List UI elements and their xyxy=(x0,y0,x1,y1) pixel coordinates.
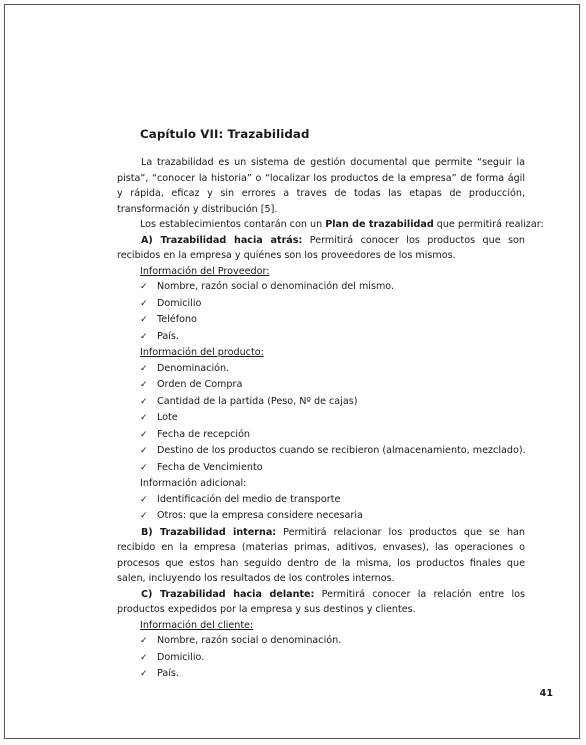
list-item-text: Destino de los productos cuando se recibieron (almacenamiento, mezclado). xyxy=(157,445,526,456)
adicional-label: Información adicional: xyxy=(140,478,247,489)
section-a xyxy=(117,233,525,264)
list-item xyxy=(140,460,525,477)
list-item xyxy=(140,279,525,296)
list-item xyxy=(140,377,525,394)
check-icon: ✓ xyxy=(140,315,148,325)
check-icon: ✓ xyxy=(140,298,148,309)
check-icon: ✓ xyxy=(140,446,148,456)
list-item-text: Identificación del medio de transporte xyxy=(157,493,341,505)
section-b xyxy=(117,525,525,587)
plan-sentence xyxy=(140,217,544,233)
list-item xyxy=(140,329,525,346)
list-item xyxy=(140,633,525,650)
section-a-heading: A) Trazabilidad hacia atrás: xyxy=(141,234,303,246)
list-item xyxy=(140,666,525,683)
check-icon: ✓ xyxy=(140,282,148,292)
cliente-list xyxy=(117,633,525,683)
list-item xyxy=(140,394,525,411)
check-icon: ✓ xyxy=(140,494,148,505)
check-icon: ✓ xyxy=(140,429,148,440)
proveedor-list xyxy=(117,279,525,345)
cliente-label: Información del cliente: xyxy=(140,619,254,631)
section-b-heading: B) Trazabilidad interna: xyxy=(141,526,277,538)
list-item-text: Orden de Compra xyxy=(157,379,243,390)
list-item xyxy=(140,508,525,525)
adicional-list xyxy=(117,492,525,525)
chapter-title: Capítulo VII: Trazabilidad xyxy=(140,127,310,141)
check-icon: ✓ xyxy=(140,396,148,407)
list-item xyxy=(140,410,525,427)
list-item xyxy=(140,492,525,509)
section-a-text: Permitirá conocer los productos que son recibidos en la empresa y quiénes son los proveedores de los mismos. xyxy=(117,234,526,261)
list-item xyxy=(140,296,525,313)
plan-prefix: Los establecimientos contarán con un xyxy=(140,219,326,230)
list-item-text: Denominación. xyxy=(157,362,230,374)
list-item xyxy=(140,312,525,329)
check-icon: ✓ xyxy=(140,511,148,521)
intro-paragraph: La trazabilidad es un sistema de gestión documental que permite “seguir la pista”, “conocer la historia” o “localizar los productos de la empresa” de forma ágil y rápida, eficaz y sin errores a traves de todas las etapas de producción, transformación y distribución [5]. xyxy=(117,157,525,215)
producto-label: Información del producto: xyxy=(140,347,264,358)
list-item xyxy=(140,361,525,378)
section-c xyxy=(117,587,525,618)
check-icon: ✓ xyxy=(140,462,148,473)
check-icon: ✓ xyxy=(140,363,148,374)
check-icon: ✓ xyxy=(140,380,148,390)
list-item-text: Lote xyxy=(157,412,178,423)
check-icon: ✓ xyxy=(140,652,148,663)
proveedor-label: Información del Proveedor: xyxy=(140,265,270,277)
check-icon: ✓ xyxy=(140,413,148,423)
list-item-text: País. xyxy=(157,668,179,679)
list-item-text: País. xyxy=(157,330,179,342)
list-item-text: Domicilio. xyxy=(157,651,205,663)
producto-list xyxy=(117,361,525,477)
check-icon: ✓ xyxy=(140,331,148,342)
list-item-text: Cantidad de la partida (Peso, Nº de cajas) xyxy=(157,395,358,407)
list-item-text: Nombre, razón social o denominación del mismo. xyxy=(157,281,395,292)
check-icon: ✓ xyxy=(140,669,148,679)
plan-suffix: que permitirá realizar: xyxy=(433,219,544,230)
list-item xyxy=(140,650,525,667)
section-c-heading: C) Trazabilidad hacia delante: xyxy=(141,588,315,600)
list-item-text: Teléfono xyxy=(157,314,197,325)
list-item xyxy=(140,443,525,460)
list-item xyxy=(140,427,525,444)
plan-bold: Plan de trazabilidad xyxy=(325,219,434,230)
section-b-text: Permitirá relacionar los productos que se han recibido en la empresa (materias primas, aditivos, envases), las operaciones o procesos que estos han seguido dentro de la misma, los productos finales que salen, incluyendo los resultados de los controles internos. xyxy=(117,526,526,584)
list-item-text: Nombre, razón social o denominación. xyxy=(157,635,342,646)
check-icon: ✓ xyxy=(140,636,148,646)
document-body xyxy=(117,127,544,683)
list-item-text: Fecha de recepción xyxy=(157,428,251,440)
list-item-text: Otros: que la empresa considere necesaria xyxy=(157,510,363,521)
list-item-text: Domicilio xyxy=(157,297,202,309)
section-c-text: Permitirá conocer la relación entre los productos expedidos por la empresa y sus destinos y clientes. xyxy=(117,588,525,615)
page-number: 41 xyxy=(539,688,553,699)
list-item-text: Fecha de Vencimiento xyxy=(157,461,263,473)
